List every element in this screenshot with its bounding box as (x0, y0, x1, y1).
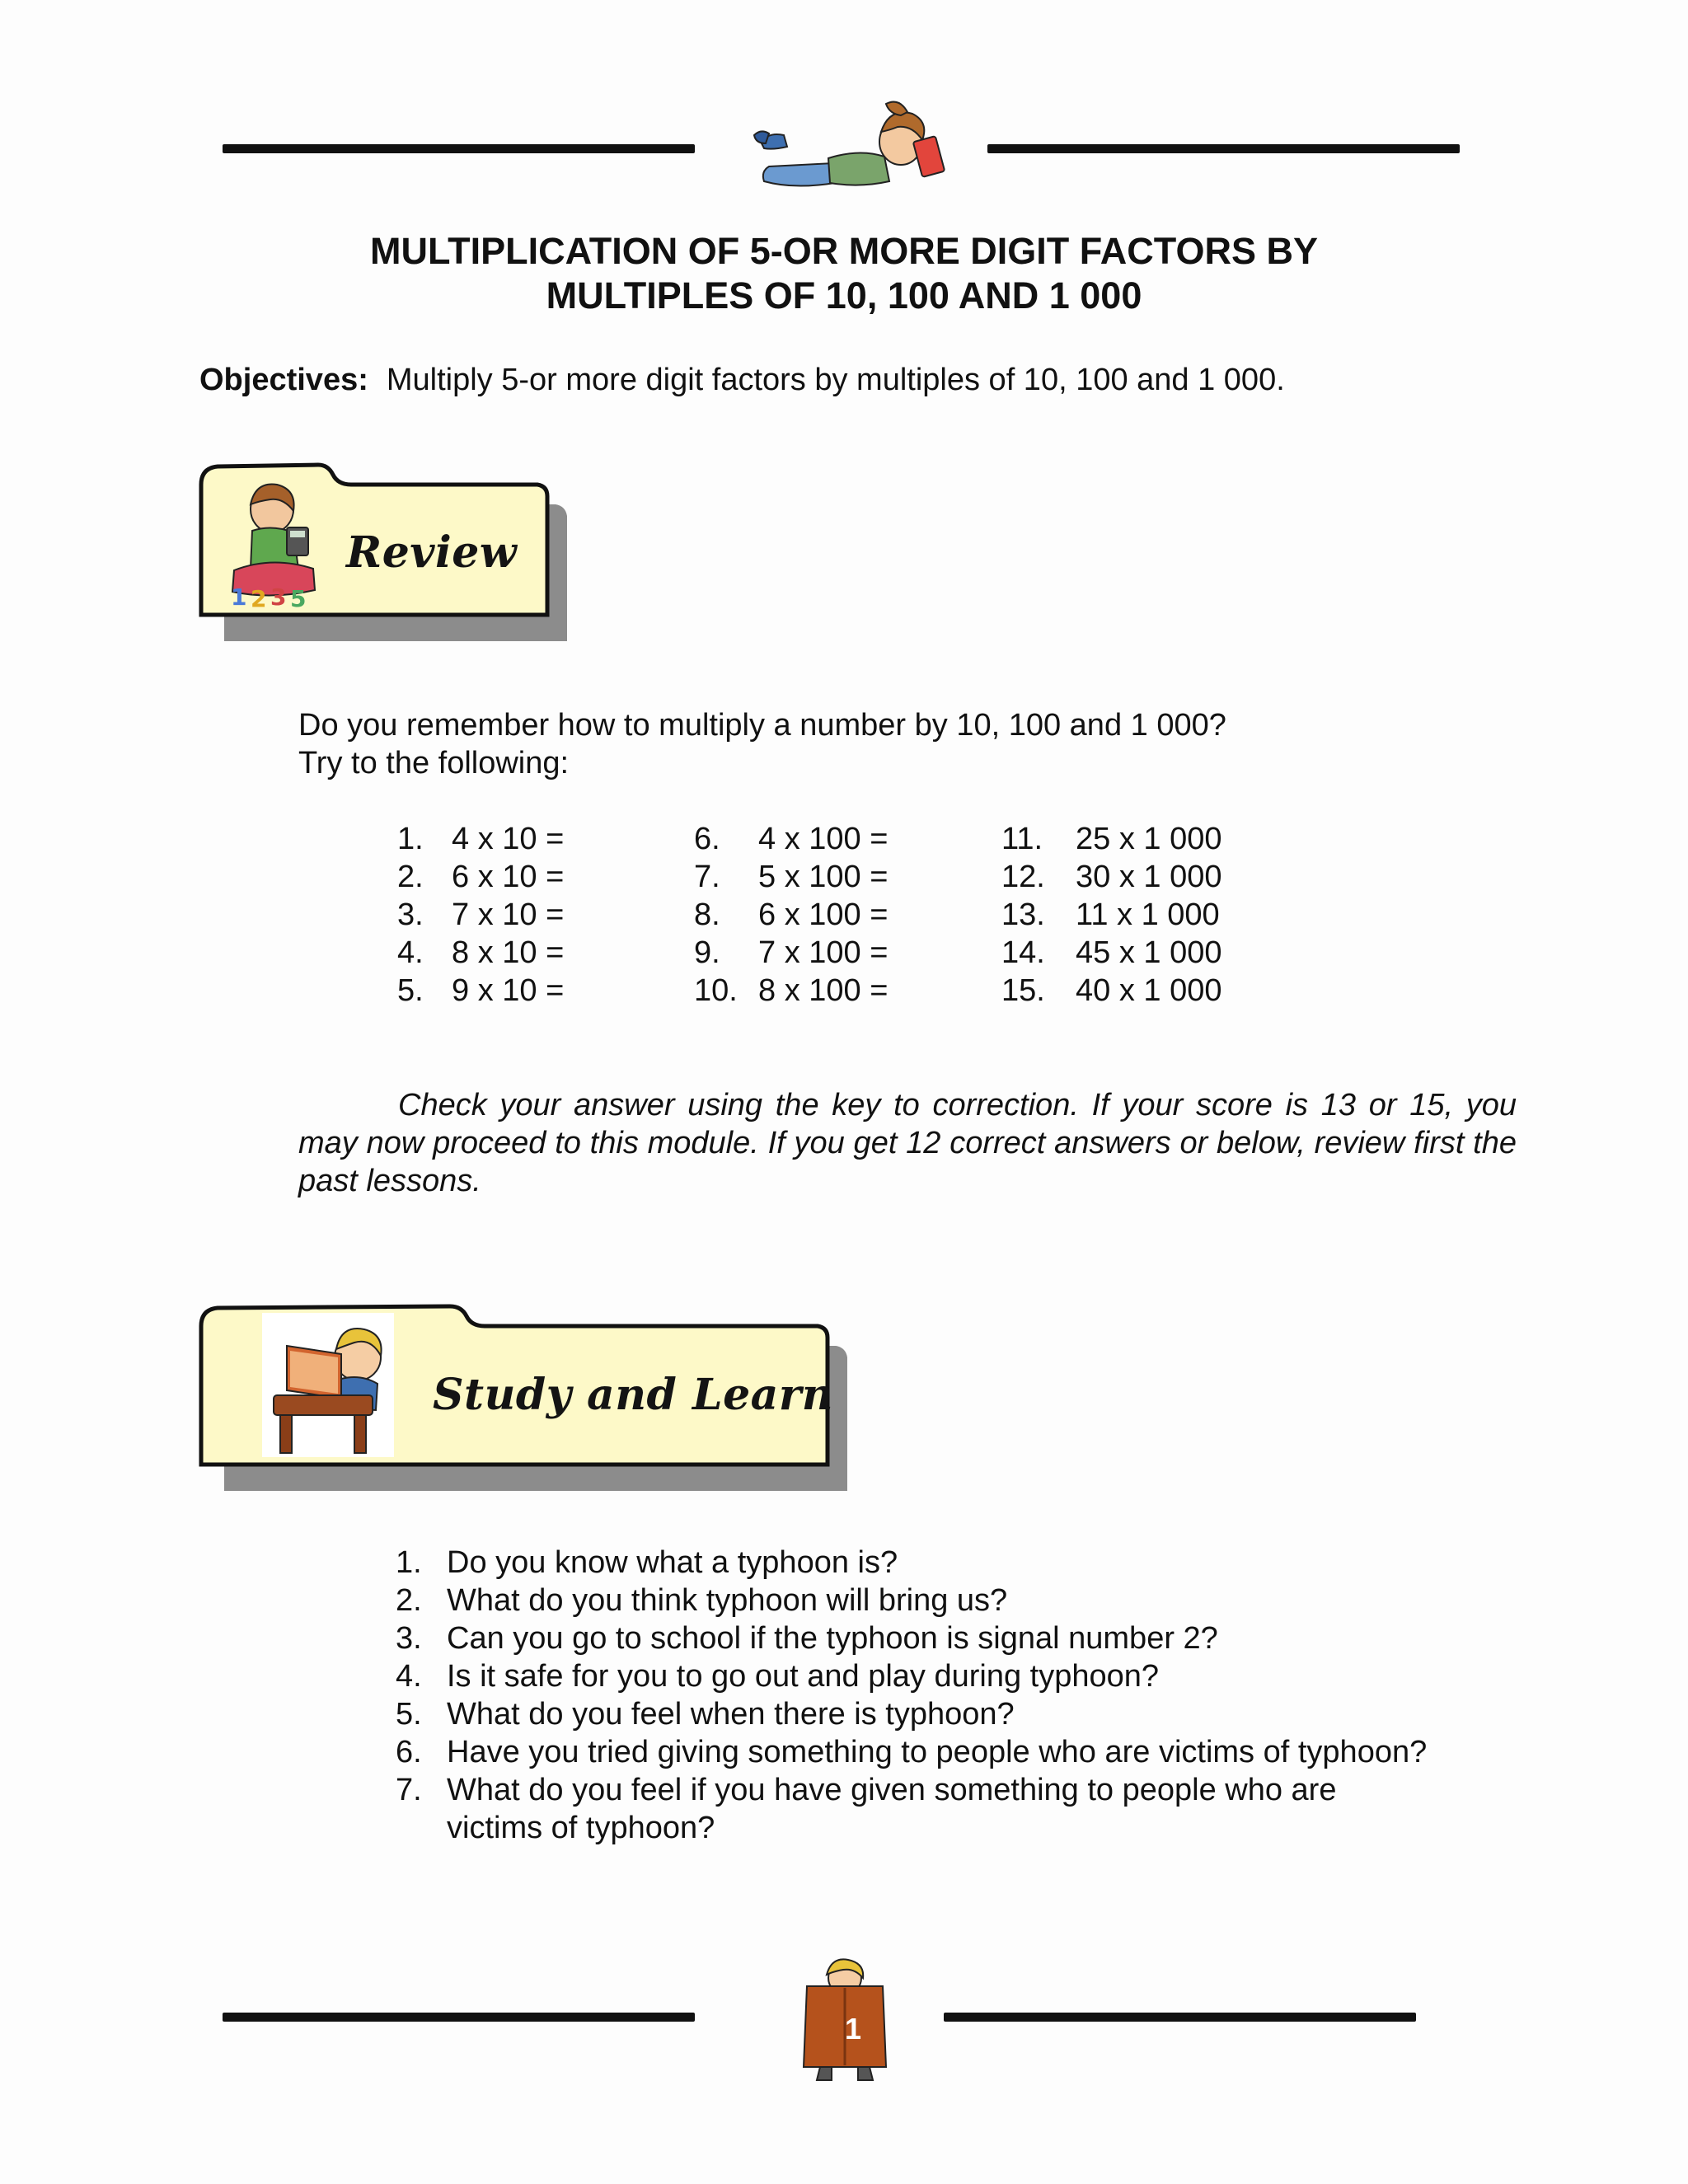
exercise-expression: 6 x 100 = (758, 898, 889, 932)
svg-text:3: 3 (270, 583, 287, 611)
question-text: Have you tried giving something to people who are victims of typhoon? (447, 1735, 1428, 1769)
footer-rule-left (223, 2013, 695, 2022)
exercise-number: 4. (397, 935, 424, 970)
exercise-column-2 (694, 820, 888, 1010)
question-number: 2. (396, 1583, 422, 1618)
exercise-item (397, 820, 564, 858)
exercise-item (397, 858, 564, 896)
exercise-item (694, 820, 888, 858)
exercise-item (694, 896, 888, 934)
question-number: 7. (396, 1773, 422, 1807)
title-line-1: MULTIPLICATION OF 5-OR MORE DIGIT FACTORS BY (370, 230, 1318, 272)
exercise-column-1 (397, 820, 564, 1010)
exercise-number: 11. (1001, 822, 1043, 856)
review-intro-line-2: Try to the following: (298, 746, 570, 780)
exercise-expression: 30 x 1 000 (1076, 860, 1222, 894)
exercise-number: 12. (1001, 860, 1045, 894)
exercise-item (1001, 934, 1221, 972)
exercise-number: 1. (397, 822, 424, 856)
list-item (396, 1695, 1551, 1733)
exercise-column-3 (1001, 820, 1221, 1010)
header-rule-left (223, 144, 695, 153)
exercise-expression: 7 x 10 = (452, 898, 565, 932)
exercise-item (1001, 858, 1221, 896)
list-item (396, 1771, 1551, 1847)
question-number: 1. (396, 1545, 422, 1580)
question-number: 6. (396, 1735, 422, 1769)
exercise-expression: 40 x 1 000 (1076, 973, 1222, 1008)
question-number: 4. (396, 1659, 422, 1694)
question-text: Do you know what a typhoon is? (447, 1545, 898, 1580)
footer-rule-right (944, 2013, 1416, 2022)
exercise-number: 15. (1001, 973, 1045, 1008)
exercise-item (397, 934, 564, 972)
exercise-expression: 8 x 100 = (758, 973, 889, 1008)
exercise-number: 6. (694, 822, 720, 856)
exercise-item (694, 858, 888, 896)
question-number: 5. (396, 1697, 422, 1732)
exercise-expression: 4 x 100 = (758, 822, 889, 856)
exercise-expression: 25 x 1 000 (1076, 822, 1222, 856)
exercise-expression: 7 x 100 = (758, 935, 889, 970)
exercise-item (1001, 972, 1221, 1010)
list-item (396, 1657, 1551, 1695)
exercise-item (694, 972, 888, 1010)
exercise-expression: 5 x 100 = (758, 860, 889, 894)
exercise-expression: 4 x 10 = (452, 822, 565, 856)
exercise-number: 3. (397, 898, 424, 932)
exercise-number: 14. (1001, 935, 1045, 970)
svg-text:5: 5 (290, 585, 307, 612)
exercise-number: 9. (694, 935, 720, 970)
question-text: What do you think typhoon will bring us? (447, 1583, 1008, 1618)
review-intro (298, 706, 1226, 782)
exercise-item (397, 972, 564, 1010)
study-banner (196, 1305, 847, 1490)
exercise-expression: 11 x 1 000 (1076, 898, 1220, 932)
list-item (396, 1619, 1551, 1657)
exercise-item (1001, 896, 1221, 934)
list-item (396, 1733, 1551, 1771)
review-intro-line-1: Do you remember how to multiply a number by 10, 100 and 1 000? (298, 708, 1226, 743)
exercise-item (1001, 820, 1221, 858)
svg-text:1: 1 (231, 583, 247, 611)
girl-reading-lying-icon (736, 92, 950, 199)
exercise-number: 8. (694, 898, 720, 932)
question-text: Can you go to school if the typhoon is signal number 2? (447, 1621, 1218, 1656)
exercise-expression: 45 x 1 000 (1076, 935, 1222, 970)
review-banner (196, 463, 567, 640)
objectives-text: Multiply 5-or more digit factors by multiples of 10, 100 and 1 000. (386, 363, 1285, 397)
exercise-expression: 9 x 10 = (452, 973, 565, 1008)
check-instructions: Check your answer using the key to correction. If your score is 13 or 15, you may now proceed to this module. If you get 12 correct answers or below, review first the past lessons. (298, 1088, 1517, 1198)
exercise-item (694, 934, 888, 972)
study-question-list (396, 1544, 1551, 1847)
question-number: 3. (396, 1621, 422, 1656)
title-line-2: MULTIPLES OF 10, 100 AND 1 000 (546, 274, 1142, 316)
exercise-number: 10. (694, 973, 738, 1008)
exercise-number: 7. (694, 860, 720, 894)
study-banner-title: Study and Learn (433, 1370, 834, 1420)
objectives (199, 363, 1285, 398)
page-number: 1 (844, 2012, 862, 2046)
exercise-number: 13. (1001, 898, 1045, 932)
question-text: Is it safe for you to go out and play during typhoon? (447, 1659, 1160, 1694)
exercise-expression: 6 x 10 = (452, 860, 565, 894)
page-title (0, 229, 1688, 318)
question-text: What do you feel when there is typhoon? (447, 1697, 1015, 1732)
exercise-number: 2. (397, 860, 424, 894)
exercise-expression: 8 x 10 = (452, 935, 565, 970)
exercise-number: 5. (397, 973, 424, 1008)
header-rule-right (987, 144, 1460, 153)
girl-with-calculator-icon (223, 476, 338, 612)
list-item (396, 1544, 1551, 1582)
list-item (396, 1582, 1551, 1619)
svg-text:2: 2 (251, 585, 267, 612)
objectives-label: Objectives: (199, 363, 368, 397)
boy-reading-at-desk-icon (262, 1313, 394, 1457)
review-banner-title: Review (346, 527, 518, 578)
question-text: What do you feel if you have given something to people who are victims of typhoon? (447, 1773, 1337, 1845)
exercise-item (397, 896, 564, 934)
